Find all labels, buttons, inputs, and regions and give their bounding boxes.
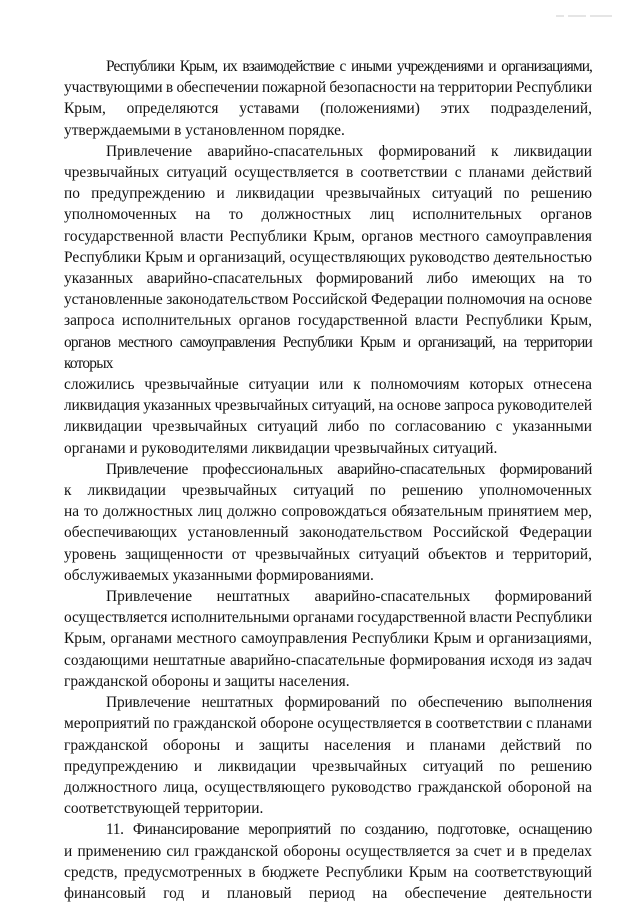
paragraph: [64, 141, 592, 459]
text-line: по предупреждению и ликвидации чрезвычайных ситуаций по решению: [64, 185, 592, 203]
text-line: уровень защищенности от чрезвычайных ситуаций объектов и территорий,: [64, 545, 592, 563]
text-line: 11. Финансирование мероприятий по созданию, подготовке, оснащению: [106, 821, 592, 839]
text-line: Республики Крым и организаций, осуществляющих руководство деятельностью: [64, 248, 592, 266]
text-line: ликвидации чрезвычайных ситуаций либо по согласованию с указанными: [64, 418, 592, 436]
text-line: органов местного самоуправления Республики Крым и организаций, на территории которых: [64, 333, 592, 372]
text-line: к ликвидации чрезвычайных ситуаций по решению уполномоченных: [64, 482, 592, 500]
text-line: государственной власти Республики Крым, органов местного самоуправления: [64, 227, 592, 245]
text-line: предупреждению и ликвидации чрезвычайных ситуаций по решению: [64, 757, 592, 775]
text-line: сложились чрезвычайные ситуации или к полномочиям которых отнесена: [64, 376, 592, 394]
paragraph: [64, 819, 592, 904]
paragraph: [64, 692, 592, 819]
text-line: ликвидация указанных чрезвычайных ситуаций, на основе запроса руководителей: [64, 397, 592, 415]
paragraph: [64, 459, 592, 586]
text-line: должностного лица, осуществляющего руководство гражданской обороной на: [64, 778, 592, 796]
text-line: Крым, органами местного самоуправления Республики Крым и организациями,: [64, 630, 592, 648]
text-line: средств, предусмотренных в бюджете Республики Крым на соответствующий: [64, 863, 592, 881]
text-line: мероприятий по гражданской обороне осуществляется в соответствии с планами: [64, 715, 592, 733]
paragraph: [64, 56, 592, 141]
text-line: и применению сил гражданской обороны осуществляется за счет и в пределах: [64, 842, 592, 860]
text-line: указанных аварийно-спасательных формирований либо имеющих на то: [64, 270, 592, 288]
text-line: утверждаемыми в установленном порядке.: [64, 121, 345, 139]
text-line: создающими нештатные аварийно-спасательные формирования исходя из задач: [64, 651, 592, 669]
text-line: установленные законодательством Российской Федерации полномочия на основе: [64, 291, 592, 309]
text-line: гражданской обороны и защиты населения.: [64, 672, 350, 690]
text-line: гражданской обороны и защиты населения и планами действий по: [64, 736, 592, 754]
text-line: соответствующей территории.: [64, 800, 264, 818]
scan-artifact: [556, 4, 616, 10]
text-line: участвующими в обеспечении пожарной безопасности на территории Республики: [64, 79, 592, 97]
text-line: Привлечение аварийно-спасательных формирований к ликвидации: [106, 142, 592, 160]
text-line: Привлечение профессиональных аварийно-спасательных формирований: [106, 460, 592, 478]
text-line: уполномоченных на то должностных лиц исполнительных органов: [64, 206, 592, 224]
text-line: органами и руководителями ликвидации чрезвычайных ситуаций.: [64, 439, 498, 457]
text-line: чрезвычайных ситуаций осуществляется в соответствии с планами действий: [64, 164, 592, 182]
text-line: на то должностных лиц должно сопровождаться обязательным принятием мер,: [64, 503, 592, 521]
paragraph: [64, 586, 592, 692]
text-line: осуществляется исполнительными органами государственной власти Республики: [64, 609, 592, 627]
text-line: Привлечение нештатных формирований по обеспечению выполнения: [106, 694, 592, 712]
text-line: Привлечение нештатных аварийно-спасательных формирований: [106, 588, 592, 606]
text-line: запроса исполнительных органов государственной власти Республики Крым,: [64, 312, 592, 330]
text-line: финансовый год и плановый период на обеспечение деятельности: [64, 884, 592, 902]
text-line: Крым, определяются уставами (положениями) этих подразделений,: [64, 100, 592, 118]
text-line: обеспечивающих установленный законодательством Российской Федерации: [64, 524, 592, 542]
text-line: обслуживаемых указанными формированиями.: [64, 566, 374, 584]
document-page: [64, 56, 592, 904]
text-line: Республики Крым, их взаимодействие с иными учреждениями и организациями,: [106, 58, 592, 75]
